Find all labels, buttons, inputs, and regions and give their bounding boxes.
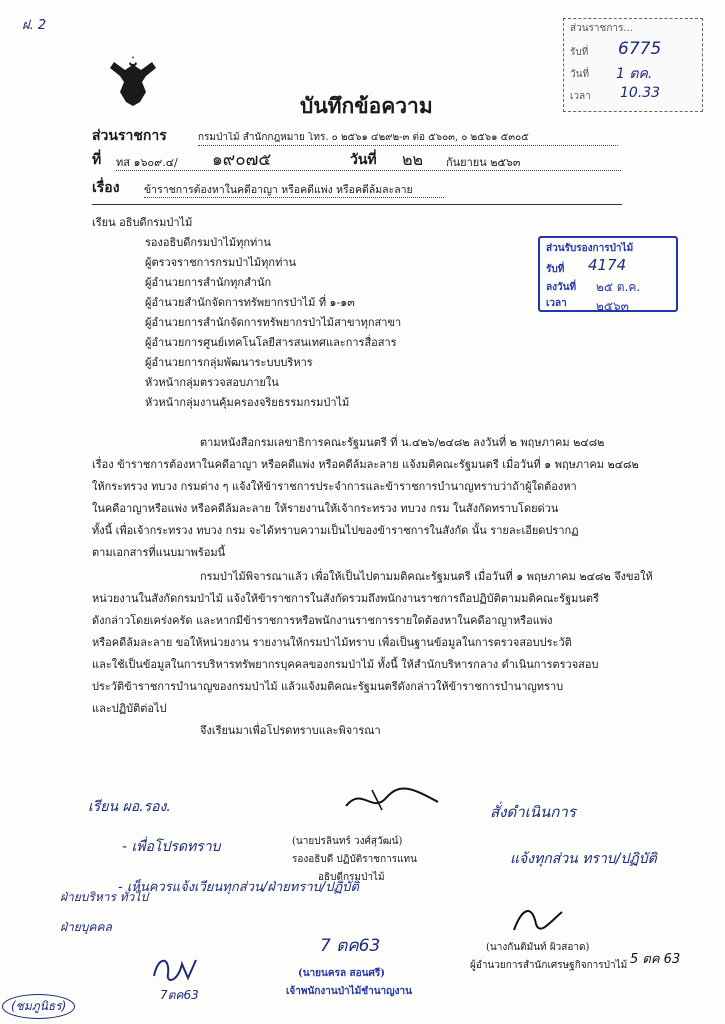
paragraph-line: ดังกล่าวโดยเคร่งครัด และหากมีข้าราชการหรือพนักงานราชการรายใดต้องหาในคดีอาญาหรือแพ่ง <box>92 614 553 627</box>
paragraph-line: ทั้งนี้ เพื่อเจ้ากระทรวง ทบวง กรม จะได้ทราบความเป็นไปของข้าราชการในสังกัด นั้น รายละเอียดปรากฏ <box>92 524 579 537</box>
paragraph-line: ให้กระทรวง ทบวง กรมต่าง ๆ แจ้งให้ข้าราชการประจำการและข้าราชการบำนาญทราบว่าถ้าผู้ใดต้องหา <box>92 480 577 493</box>
subject-label: เรื่อง <box>92 180 120 196</box>
officer-position: เจ้าพนักงานป่าไม้ชำนาญงาน <box>286 986 413 997</box>
header-dotted-line <box>116 170 621 171</box>
corner-handwritten-mark: ฝ. 2 <box>22 18 47 33</box>
received-stamp-title: ส่วนรับรองการป่าไม้ <box>546 243 634 254</box>
recipient-list <box>145 236 401 416</box>
reference-number: ๑๙๐๗๕ <box>212 150 272 170</box>
recipient-item: ผู้อำนวยการกลุ่มพัฒนาระบบบริหาร <box>145 356 313 369</box>
closing-line: จึงเรียนมาเพื่อโปรดทราบและพิจารณา <box>200 724 381 737</box>
reference-value: ทส ๑๖๐๙.๔/ <box>116 156 178 169</box>
director-name: (นางกันติมันท์ ผิวสอาด) <box>486 942 590 953</box>
signatory-position-1: รองอธิบดี ปฏิบัติราชการแทน <box>292 854 417 865</box>
handwritten-instruction: สั่งดำเนินการ <box>490 803 576 821</box>
receipt-stamp-number: 6775 <box>618 39 662 59</box>
receipt-stamp-time-label: เวลา <box>570 91 591 102</box>
handwritten-note-1: เรียน ผอ.รอง. <box>88 799 171 815</box>
garuda-emblem-icon <box>108 52 158 108</box>
paragraph-line: ประวัติข้าราชการบำนาญของกรมป่าไม้ แล้วแจ้งมติคณะรัฐมนตรีดังกล่าวให้ข้าราชการบำนาญทราบ <box>92 680 564 693</box>
recipient-item: ผู้อำนวยสำนักจัดการทรัพยากรป่าไม้ ที่ ๑-๑๓ <box>145 296 355 309</box>
receipt-stamp-time: 10.33 <box>620 85 661 101</box>
paragraph-line: และปฏิบัติต่อไป <box>92 702 167 715</box>
date-label: วันที่ <box>350 152 377 168</box>
received-stamp-time-label: เวลา <box>546 298 567 309</box>
agency-value: กรมป่าไม้ สำนักกฎหมาย โทร. ๐ ๒๕๖๑ ๔๒๙๒-๓ ต่อ ๕๖๐๓, ๐ ๒๕๖๑ ๕๓๐๕ <box>198 132 618 146</box>
reference-label: ที่ <box>92 152 102 168</box>
receipt-stamp-date: 1 ตค. <box>616 66 653 82</box>
received-stamp <box>538 236 678 312</box>
receipt-stamp-agency: ส่วนราชการ... <box>570 23 633 34</box>
recipient-item: หัวหน้ากลุ่มงานคุ้มครองจริยธรรมกรมป่าไม้ <box>145 396 350 409</box>
subject-value: ข้าราชการต้องหาในคดีอาญา หรือคดีแพ่ง หรือคดีล้มละลาย <box>144 184 444 198</box>
paragraph-1 <box>92 432 637 564</box>
handwritten-note-4: ฝ่ายบริหาร ทั่วไป <box>60 890 149 904</box>
received-stamp-date-label: ลงวันที่ <box>546 282 577 293</box>
paragraph-2 <box>92 566 653 720</box>
recipient-item: รองอธิบดีกรมป่าไม้ทุกท่าน <box>145 236 271 249</box>
receipt-stamp <box>563 18 703 112</box>
received-stamp-number-label: รับที่ <box>546 264 565 275</box>
received-stamp-number: 4174 <box>588 256 627 274</box>
signatory-name: (นายปรลินทร์ วงศ์สุวัฒน์) <box>292 836 403 847</box>
director-position: ผู้อำนวยการสำนักเศรษฐกิจการป่าไม้ <box>470 960 628 971</box>
received-stamp-date: ๒๕ ต.ค. ๒๕๖๓ <box>596 280 641 313</box>
date-month-year: กันยายน ๒๕๖๓ <box>446 156 521 169</box>
handwritten-note-3: - เห็นควรแจ้งเวียนทุกส่วน/ฝ่ายทราบ/ปฏิบัติ <box>118 880 359 895</box>
handwritten-signature-icon <box>148 952 208 986</box>
receipt-stamp-date-label: วันที่ <box>570 69 590 80</box>
paragraph-line: ตามหนังสือกรมเลขาธิการคณะรัฐมนตรี ที่ น.๔๒๖/๒๔๘๒ ลงวันที่ ๒ พฤษภาคม ๒๔๘๒ <box>200 436 605 449</box>
paragraph-line: กรมป่าไม้พิจารณาแล้ว เพื่อให้เป็นไปตามมติคณะรัฐมนตรี เมื่อวันที่ ๑ พฤษภาคม ๒๔๘๒ จึงขอให้ <box>200 570 653 583</box>
receipt-stamp-number-label: รับที่ <box>570 47 589 58</box>
paragraph-line: หรือคดีล้มละลาย ขอให้หน่วยงาน รายงานให้กรมป่าไม้ทราบ เพื่อเป็นฐานข้อมูลในการตรวจสอบประวัติ <box>92 636 572 649</box>
director-signature-icon <box>510 902 566 938</box>
paragraph-line: หน่วยงานในสังกัดกรมป่าไม้ แจ้งให้ข้าราชการในสังกัดรวมถึงพนักงานราชการถือปฏิบัติตามมติคณะรัฐมนตรี <box>92 592 599 605</box>
handwritten-note-2: - เพื่อโปรดทราบ <box>122 839 221 855</box>
recipient-item: ผู้อำนวยการสำนักทุกสำนัก <box>145 276 272 289</box>
recipient-item: หัวหน้ากลุ่มตรวจสอบภายใน <box>145 376 279 389</box>
handwritten-number: 7 ตค63 <box>320 936 381 956</box>
handwritten-date-left: 7ตค63 <box>160 988 199 1002</box>
salutation: เรียน อธิบดีกรมป่าไม้ <box>92 216 193 229</box>
director-handwritten-date: 5 ตค 63 <box>630 952 681 967</box>
memo-title: บันทึกข้อความ <box>300 93 433 118</box>
handwritten-note-5: ฝ่ายบุคคล <box>60 920 112 934</box>
deputy-signature-icon <box>342 780 442 820</box>
recipient-item: ผู้ตรวจราชการกรมป่าไม้ทุกท่าน <box>145 256 297 269</box>
signatory-position-2: อธิบดีกรมป่าไม้ <box>318 872 385 883</box>
recipient-item: ผู้อำนวยการศูนย์เทคโนโลยีสารสนเทศและการสื่อสาร <box>145 336 397 349</box>
paragraph-line: ในคดีอาญาหรือแพ่ง หรือคดีล้มละลาย ให้รายงานให้เจ้ากระทรวง ทบวง กรม ในสังกัดทราบโดยด่วน <box>92 502 559 515</box>
recipient-item: ผู้อำนวยการสำนักจัดการทรัพยากรป่าไม้สาขาทุกสาขา <box>145 316 402 329</box>
subject-divider <box>92 204 622 205</box>
handwritten-circled-name: (ชมภูนิธร) <box>2 994 75 1019</box>
paragraph-line: ตามเอกสารที่แนบมาพร้อมนี้ <box>92 546 226 559</box>
paragraph-line: และใช้เป็นข้อมูลในการบริหารทรัพยากรบุคคลของกรมป่าไม้ ทั้งนี้ ให้สำนักบริหารกลาง ดำเนินการตรวจสอบ <box>92 658 599 671</box>
agency-label: ส่วนราชการ <box>92 128 167 144</box>
date-day: ๒๒ <box>402 150 424 169</box>
officer-name: (นายนครล สอนศรี) <box>298 968 385 979</box>
handwritten-instruction-2: แจ้งทุกส่วน ทราบ/ปฏิบัติ <box>510 851 657 867</box>
paragraph-line: เรื่อง ข้าราชการต้องหาในคดีอาญา หรือคดีแพ่ง หรือคดีล้มละลาย แจ้งมติคณะรัฐมนตรี เมื่อวันที่ ๑ พฤษภาคม ๒๔๘๒ <box>92 458 639 471</box>
